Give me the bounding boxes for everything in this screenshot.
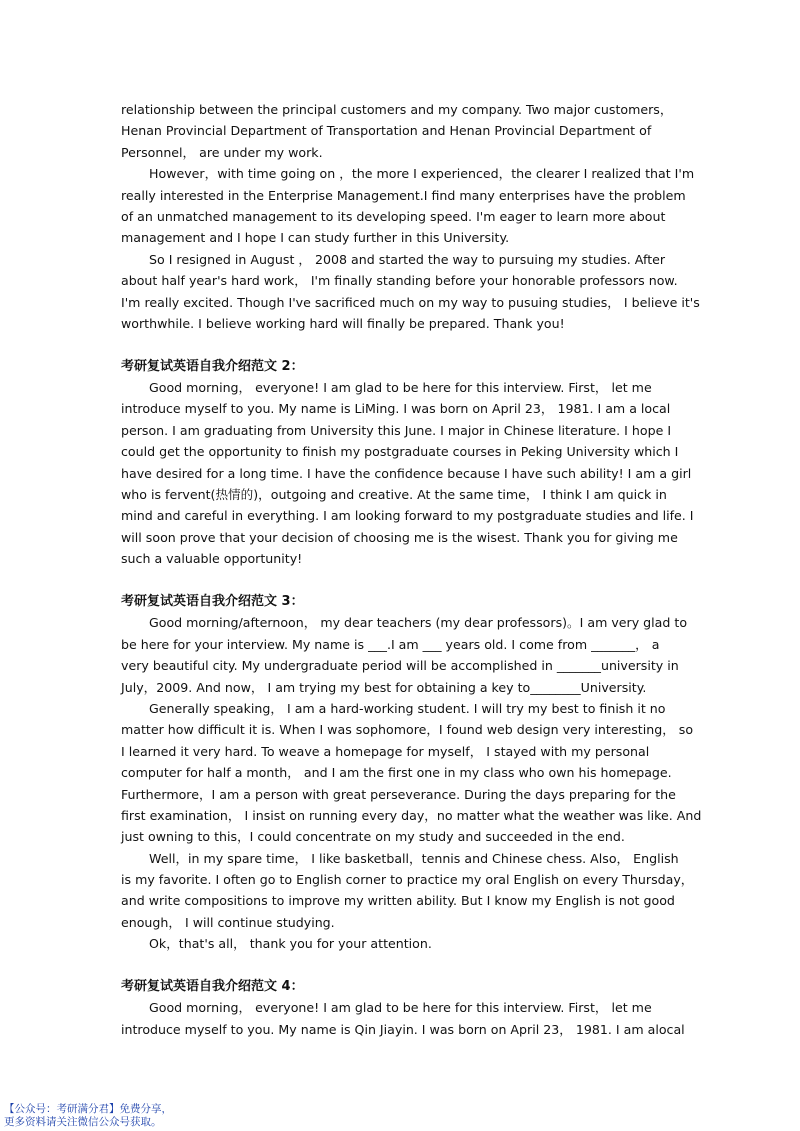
footer-line-1: 【公众号：考研满分君】免费分享， [4, 1103, 172, 1115]
text-line: So I resigned in August ， 2008 and started the way to pursuing my studies. After [149, 251, 666, 267]
text-line: Good morning， everyone! I am glad to be here for this interview. First， let me [149, 1000, 652, 1016]
paragraph [121, 933, 683, 954]
paragraph [121, 99, 683, 163]
text-line: very beautiful city. My undergraduate period will be accomplished in _______university in [121, 658, 679, 674]
document-body [121, 99, 702, 1040]
text-line: Well，in my spare time， I like basketball，tennis and Chinese chess. Also， English [149, 850, 679, 866]
text-line: such a valuable opportunity! [121, 551, 303, 567]
text-line: matter how difficult it is. When I was sophomore，I found web design very interesting， so [121, 722, 694, 738]
text-line: person. I am graduating from University this June. I major in Chinese literature. I hope I [121, 422, 672, 438]
paragraph [121, 249, 700, 335]
paragraph [121, 848, 694, 934]
text-line: management and I hope I can study further in this University. [121, 230, 510, 246]
paragraph [121, 163, 695, 249]
paragraph [121, 612, 688, 698]
text-line: first examination， I insist on running every day，no matter what the weather was like. And [121, 807, 702, 823]
text-line: introduce myself to you. My name is Qin Jiayin. I was born on April 23， 1981. I am alocal [121, 1021, 685, 1037]
text-line: Furthermore，I am a person with great perseverance. During the days preparing for the [121, 786, 676, 802]
text-line: Generally speaking， I am a hard-working student. I will try my best to finish it no [149, 700, 666, 716]
text-line: Henan Provincial Department of Transportation and Henan Provincial Department of [121, 123, 652, 139]
text-line: worthwhile. I believe working hard will finally be prepared. Thank you! [121, 315, 565, 331]
section-heading: 考研复试英语自我介绍范文 4： [121, 979, 304, 995]
text-line: I'm really excited. Though I've sacrificed much on my way to pusuing studies， I believe it's [121, 294, 700, 310]
paragraph-gap [121, 570, 683, 591]
text-line: July，2009. And now， I am trying my best for obtaining a key to________University. [121, 679, 647, 695]
text-line: computer for half a month， and I am the first one in my class who own his homepage. [121, 765, 672, 781]
paragraph [121, 997, 683, 1040]
paragraph [121, 377, 694, 570]
text-line: of an unmatched management to its developing speed. I'm eager to learn more about [121, 208, 666, 224]
text-line: have desired for a long time. I have the confidence because I have such ability! I am a girl [121, 465, 692, 481]
text-line: and write compositions to improve my written ability. But I know my English is not good [121, 893, 675, 909]
text-line: relationship between the principal customers and my company. Two major customers， [121, 102, 673, 117]
paragraph [121, 698, 702, 848]
text-line: is my favorite. I often go to English corner to practice my oral English on every Thursday， [121, 872, 694, 888]
text-line: I learned it very hard. To weave a homepage for myself， I stayed with my personal [121, 743, 650, 759]
section-heading: 考研复试英语自我介绍范文 2： [121, 358, 304, 374]
paragraph-gap [121, 334, 683, 355]
text-line: be here for your interview. My name is ___.I am ___ years old. I come from _______， a [121, 636, 660, 652]
text-line: could get the opportunity to finish my postgraduate courses in Peking University which I [121, 444, 679, 460]
text-line: introduce myself to you. My name is LiMing. I was born on April 23， 1981. I am a local [121, 401, 671, 417]
text-line: Ok，that's all， thank you for your attention. [149, 936, 432, 952]
text-line: Personnel， are under my work. [121, 144, 323, 160]
footer-line-2: 更多资料请关注微信公众号获取。 [4, 1116, 162, 1128]
text-line: Good morning， everyone! I am glad to be here for this interview. First， let me [149, 380, 652, 396]
footer-note [4, 1103, 172, 1129]
section-heading: 考研复试英语自我介绍范文 3： [121, 593, 304, 609]
text-line: will soon prove that your decision of choosing me is the wisest. Thank you for giving me [121, 529, 678, 545]
text-line: really interested in the Enterprise Management.I find many enterprises have the problem [121, 187, 686, 203]
text-line: enough， I will continue studying. [121, 914, 335, 930]
text-line: who is fervent(热情的)，outgoing and creative. At the same time， I think I am quick in [121, 487, 667, 503]
paragraph-gap [121, 955, 683, 976]
text-line: Good morning/afternoon， my dear teachers (my dear professors)。I am very glad to [149, 615, 688, 631]
text-line: just owning to this，I could concentrate on my study and succeeded in the end. [121, 829, 625, 845]
text-line: about half year's hard work， I'm finally standing before your honorable professors now. [121, 273, 678, 289]
text-line: However，with time going on ，the more I experienced，the clearer I realized that I'm [149, 166, 695, 182]
text-line: mind and careful in everything. I am looking forward to my postgraduate studies and life. I [121, 508, 694, 524]
